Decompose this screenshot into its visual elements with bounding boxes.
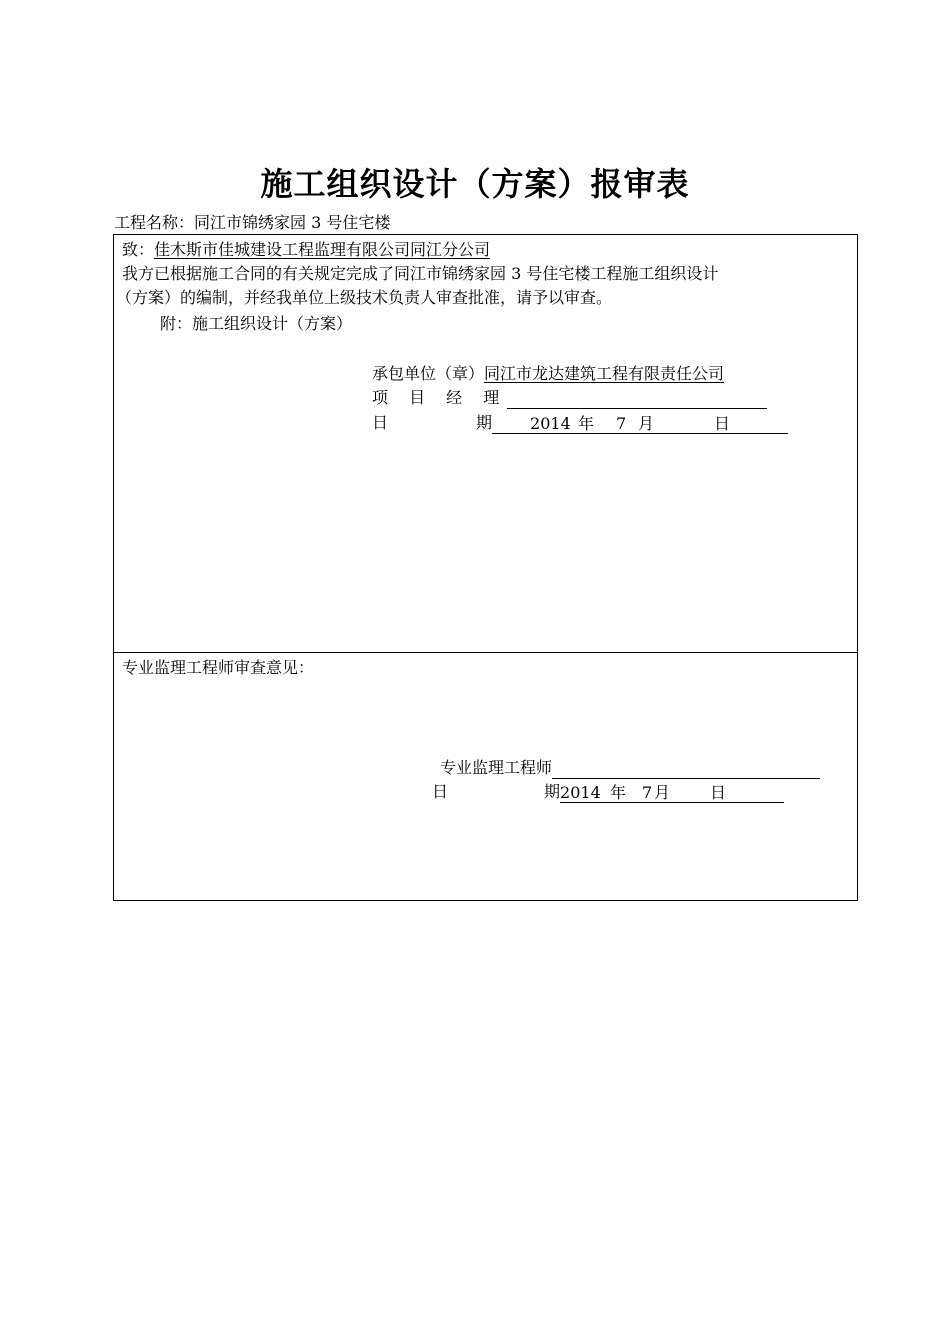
engineer-signature-field[interactable]: [552, 760, 820, 779]
project-manager-row: [372, 387, 767, 409]
date-label-period-char: 期: [544, 782, 561, 801]
submission-date-row: [372, 412, 788, 434]
project-manager-signature-field[interactable]: [507, 390, 767, 409]
project-manager-label: 项 目 经 理: [372, 388, 508, 407]
review-form-table: [113, 234, 858, 901]
body-text-line-1: 我方已根据施工合同的有关规定完成了同江市锦绣家园 3 号住宅楼工程施工组织设计: [122, 264, 719, 283]
review-date-field[interactable]: [560, 784, 784, 803]
month-unit: 月: [654, 783, 671, 802]
contractor-label: 承包单位（章）: [372, 364, 485, 383]
year-unit: 年: [610, 783, 627, 802]
review-date-row: [432, 781, 784, 803]
date-label-day-char: 日: [372, 413, 389, 432]
engineer-label: 专业监理工程师: [440, 758, 553, 777]
submission-date-field[interactable]: [492, 415, 788, 434]
body-text-line-2: （方案）的编制，并经我单位上级技术负责人审查批准，请予以审查。: [116, 288, 613, 307]
review-opinion-heading: 专业监理工程师审查意见：: [122, 658, 315, 677]
review-date-year: 2014: [560, 783, 601, 802]
project-name-row: [114, 212, 390, 234]
addressee-row: [122, 239, 490, 261]
review-date-month: 7: [642, 783, 653, 802]
day-unit: 日: [714, 414, 731, 433]
attachment-line: 附：施工组织设计（方案）: [160, 314, 353, 333]
project-name-label: 工程名称：: [114, 213, 195, 232]
engineer-row: [440, 757, 820, 779]
addressee-label: 致：: [122, 240, 155, 259]
contractor-value: 同江市龙达建筑工程有限责任公司: [484, 364, 725, 383]
day-unit: 日: [710, 783, 727, 802]
submission-date-year: 2014: [530, 414, 571, 433]
section-divider: [114, 652, 857, 653]
form-title: 施工组织设计（方案）报审表: [260, 165, 690, 203]
year-unit: 年: [578, 414, 595, 433]
submission-date-month: 7: [616, 414, 627, 433]
contractor-row: [372, 363, 724, 385]
date-label-day-char: 日: [432, 782, 449, 801]
addressee-value: 佳木斯市佳城建设工程监理有限公司同江分公司: [154, 240, 491, 259]
date-label-period-char: 期: [476, 413, 493, 432]
month-unit: 月: [638, 414, 655, 433]
project-name-value: 同江市锦绣家园 3 号住宅楼: [194, 213, 391, 232]
